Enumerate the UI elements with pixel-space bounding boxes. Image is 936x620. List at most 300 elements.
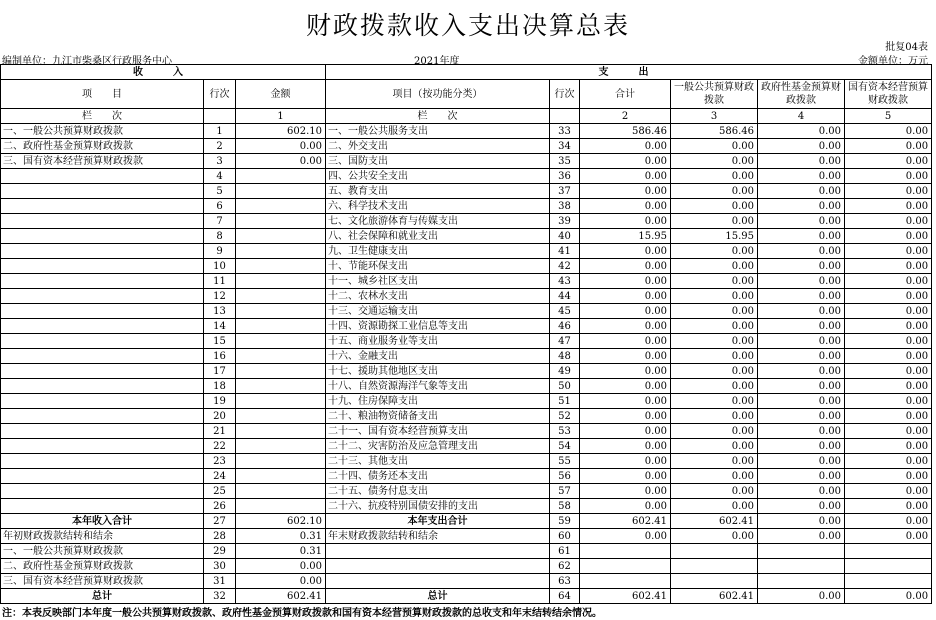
- income-item: [1, 499, 204, 514]
- income-item: [1, 409, 204, 424]
- expense-soe: 0.00: [845, 184, 932, 199]
- expense-total: 0.00: [580, 259, 671, 274]
- income-row-no: 11: [204, 274, 236, 289]
- expense-general: 0.00: [671, 154, 758, 169]
- expense-fund: [758, 544, 845, 559]
- expense-total: 0.00: [580, 454, 671, 469]
- expense-item: 二十、粮油物资储备支出: [326, 409, 550, 424]
- income-amount: [236, 319, 326, 334]
- expense-fund: 0.00: [758, 589, 845, 604]
- expense-fund: 0.00: [758, 409, 845, 424]
- expense-general: 602.41: [671, 589, 758, 604]
- income-row-no: 31: [204, 574, 236, 589]
- income-amount: 0.00: [236, 154, 326, 169]
- row-no2-header: 行次: [550, 80, 580, 109]
- income-row-no: 13: [204, 304, 236, 319]
- income-amount: [236, 199, 326, 214]
- soe-header: 国有资本经营预算财政拨款: [845, 80, 932, 109]
- expense-general: 0.00: [671, 484, 758, 499]
- income-amount: [236, 424, 326, 439]
- expense-general: 0.00: [671, 349, 758, 364]
- expense-row-no: 42: [550, 259, 580, 274]
- col-label-right: 栏 次: [326, 109, 550, 124]
- expense-general: 0.00: [671, 439, 758, 454]
- expense-fund: 0.00: [758, 199, 845, 214]
- table-row: [1, 454, 932, 469]
- col-1: 1: [236, 109, 326, 124]
- table-row: [1, 484, 932, 499]
- expense-fund: 0.00: [758, 184, 845, 199]
- income-row-no: 2: [204, 139, 236, 154]
- expense-fund: 0.00: [758, 274, 845, 289]
- expense-fund: 0.00: [758, 499, 845, 514]
- expense-total: 602.41: [580, 514, 671, 529]
- expense-total: 0.00: [580, 154, 671, 169]
- expense-row-no: 38: [550, 199, 580, 214]
- income-row-no: 1: [204, 124, 236, 139]
- expense-soe: 0.00: [845, 589, 932, 604]
- income-item: [1, 184, 204, 199]
- expense-total: 0.00: [580, 184, 671, 199]
- expense-row-no: 41: [550, 244, 580, 259]
- expense-row-no: 59: [550, 514, 580, 529]
- table-row: [1, 499, 932, 514]
- expense-row-no: 33: [550, 124, 580, 139]
- total-header: 合计: [580, 80, 671, 109]
- expense-soe: [845, 574, 932, 589]
- expense-row-no: 40: [550, 229, 580, 244]
- expense-total: 0.00: [580, 139, 671, 154]
- expense-fund: 0.00: [758, 349, 845, 364]
- income-item: [1, 274, 204, 289]
- row-no-header: 行次: [204, 80, 236, 109]
- table-row: [1, 319, 932, 334]
- expense-general: 0.00: [671, 334, 758, 349]
- income-amount: 0.31: [236, 529, 326, 544]
- income-row-no: 5: [204, 184, 236, 199]
- expense-fund: 0.00: [758, 214, 845, 229]
- income-row-no: 8: [204, 229, 236, 244]
- footnote: 注：本表反映部门本年度一般公共预算财政拨款、政府性基金预算财政拨款和国有资本经营预算财政拨款的总收支和年末结转结余情况。: [2, 608, 602, 619]
- expense-general: 0.00: [671, 529, 758, 544]
- income-row-no: 24: [204, 469, 236, 484]
- expense-total: 0.00: [580, 424, 671, 439]
- expense-total: [580, 559, 671, 574]
- income-amount: [236, 439, 326, 454]
- expense-general: 0.00: [671, 214, 758, 229]
- expense-total: 15.95: [580, 229, 671, 244]
- col-label-left: 栏 次: [1, 109, 204, 124]
- income-amount: [236, 349, 326, 364]
- expense-row-no: 37: [550, 184, 580, 199]
- income-row-no: 19: [204, 394, 236, 409]
- expense-soe: 0.00: [845, 259, 932, 274]
- expense-soe: 0.00: [845, 439, 932, 454]
- expense-item: 九、卫生健康支出: [326, 244, 550, 259]
- table-row: [1, 514, 932, 529]
- col-2: 2: [580, 109, 671, 124]
- income-item: [1, 484, 204, 499]
- income-amount: [236, 244, 326, 259]
- table-row: [1, 184, 932, 199]
- table-row: [1, 289, 932, 304]
- expense-soe: [845, 544, 932, 559]
- expense-general: 0.00: [671, 469, 758, 484]
- table-row: [1, 424, 932, 439]
- expense-total: 0.00: [580, 469, 671, 484]
- expense-fund: 0.00: [758, 319, 845, 334]
- expense-row-no: 36: [550, 169, 580, 184]
- expense-item: 十九、住房保障支出: [326, 394, 550, 409]
- expense-general: 0.00: [671, 139, 758, 154]
- income-amount: [236, 229, 326, 244]
- table-row: [1, 529, 932, 544]
- income-row-no: 4: [204, 169, 236, 184]
- item-header: 项 目: [1, 80, 204, 109]
- income-item: [1, 454, 204, 469]
- expense-soe: 0.00: [845, 124, 932, 139]
- expense-general: 0.00: [671, 259, 758, 274]
- expense-total: [580, 574, 671, 589]
- income-amount: 602.10: [236, 124, 326, 139]
- expense-total: 0.00: [580, 274, 671, 289]
- income-amount: 602.10: [236, 514, 326, 529]
- expense-fund: 0.00: [758, 469, 845, 484]
- expense-row-no: 52: [550, 409, 580, 424]
- income-amount: 0.31: [236, 544, 326, 559]
- expense-fund: 0.00: [758, 364, 845, 379]
- expense-header: 支 出: [326, 65, 932, 80]
- expense-row-no: 49: [550, 364, 580, 379]
- expense-general: 0.00: [671, 289, 758, 304]
- expense-general: 0.00: [671, 169, 758, 184]
- expense-total: 0.00: [580, 244, 671, 259]
- year-label: 2021年度: [414, 56, 460, 67]
- expense-row-no: 48: [550, 349, 580, 364]
- income-item: [1, 319, 204, 334]
- expense-item: 年末财政拨款结转和结余: [326, 529, 550, 544]
- expense-total: 0.00: [580, 349, 671, 364]
- table-row: [1, 154, 932, 169]
- expense-total: 0.00: [580, 289, 671, 304]
- expense-fund: 0.00: [758, 379, 845, 394]
- expense-soe: 0.00: [845, 139, 932, 154]
- income-amount: [236, 469, 326, 484]
- expense-row-no: 61: [550, 544, 580, 559]
- expense-soe: 0.00: [845, 469, 932, 484]
- table-row: [1, 139, 932, 154]
- col-blank: [550, 109, 580, 124]
- expense-item: 十三、交通运输支出: [326, 304, 550, 319]
- expense-soe: 0.00: [845, 349, 932, 364]
- income-item: [1, 424, 204, 439]
- expense-item: 八、社会保障和就业支出: [326, 229, 550, 244]
- table-row: [1, 199, 932, 214]
- expense-general: 0.00: [671, 454, 758, 469]
- income-row-no: 9: [204, 244, 236, 259]
- expense-item: 六、科学技术支出: [326, 199, 550, 214]
- expense-fund: 0.00: [758, 169, 845, 184]
- income-item: [1, 169, 204, 184]
- income-amount: [236, 499, 326, 514]
- expense-item: 五、教育支出: [326, 184, 550, 199]
- expense-total: 586.46: [580, 124, 671, 139]
- expense-general: 0.00: [671, 244, 758, 259]
- expense-item: [326, 574, 550, 589]
- income-item: [1, 259, 204, 274]
- expense-fund: 0.00: [758, 439, 845, 454]
- expense-fund: 0.00: [758, 424, 845, 439]
- income-item: 一、一般公共预算财政拨款: [1, 544, 204, 559]
- table-row: [1, 439, 932, 454]
- expense-soe: 0.00: [845, 364, 932, 379]
- expense-fund: 0.00: [758, 334, 845, 349]
- expense-soe: 0.00: [845, 154, 932, 169]
- expense-total: 0.00: [580, 304, 671, 319]
- expense-general: 0.00: [671, 364, 758, 379]
- expense-fund: 0.00: [758, 244, 845, 259]
- expense-soe: 0.00: [845, 394, 932, 409]
- col-4: 4: [758, 109, 845, 124]
- income-amount: [236, 364, 326, 379]
- expense-item: 二十五、债务付息支出: [326, 484, 550, 499]
- expense-soe: 0.00: [845, 229, 932, 244]
- expense-item: 本年支出合计: [326, 514, 550, 529]
- table-row: [1, 589, 932, 604]
- income-row-no: 29: [204, 544, 236, 559]
- expense-soe: 0.00: [845, 274, 932, 289]
- income-item: 本年收入合计: [1, 514, 204, 529]
- income-amount: 0.00: [236, 559, 326, 574]
- expense-row-no: 56: [550, 469, 580, 484]
- income-item: [1, 379, 204, 394]
- expense-fund: 0.00: [758, 229, 845, 244]
- expense-row-no: 62: [550, 559, 580, 574]
- table-row: [1, 469, 932, 484]
- income-amount: [236, 379, 326, 394]
- expense-row-no: 50: [550, 379, 580, 394]
- income-item: [1, 214, 204, 229]
- expense-total: 0.00: [580, 199, 671, 214]
- expense-fund: 0.00: [758, 289, 845, 304]
- income-amount: 0.00: [236, 139, 326, 154]
- expense-item: 二十二、灾害防治及应急管理支出: [326, 439, 550, 454]
- expense-item: 一、一般公共服务支出: [326, 124, 550, 139]
- col-5: 5: [845, 109, 932, 124]
- expense-item: 二十一、国有资本经营预算支出: [326, 424, 550, 439]
- expense-item: 十八、自然资源海洋气象等支出: [326, 379, 550, 394]
- income-row-no: 32: [204, 589, 236, 604]
- expense-soe: 0.00: [845, 379, 932, 394]
- expense-item: 十一、城乡社区支出: [326, 274, 550, 289]
- income-item: [1, 244, 204, 259]
- income-amount: [236, 184, 326, 199]
- expense-soe: 0.00: [845, 514, 932, 529]
- table-row: [1, 574, 932, 589]
- table-row: [1, 349, 932, 364]
- expense-fund: 0.00: [758, 154, 845, 169]
- expense-fund: 0.00: [758, 304, 845, 319]
- income-item: 年初财政拨款结转和结余: [1, 529, 204, 544]
- expense-general: 0.00: [671, 184, 758, 199]
- expense-total: [580, 544, 671, 559]
- col-3: 3: [671, 109, 758, 124]
- expense-general: 602.41: [671, 514, 758, 529]
- expense-general: 0.00: [671, 319, 758, 334]
- income-row-no: 12: [204, 289, 236, 304]
- income-amount: [236, 409, 326, 424]
- income-item: 一、一般公共预算财政拨款: [1, 124, 204, 139]
- income-row-no: 17: [204, 364, 236, 379]
- income-item: [1, 364, 204, 379]
- expense-item: 十四、资源勘探工业信息等支出: [326, 319, 550, 334]
- expense-row-no: 54: [550, 439, 580, 454]
- income-row-no: 27: [204, 514, 236, 529]
- expense-total: 0.00: [580, 319, 671, 334]
- table-row: [1, 379, 932, 394]
- expense-general: 15.95: [671, 229, 758, 244]
- table-row: [1, 559, 932, 574]
- expense-general: 0.00: [671, 424, 758, 439]
- income-row-no: 6: [204, 199, 236, 214]
- expense-row-no: 47: [550, 334, 580, 349]
- table-row: [1, 259, 932, 274]
- general-header: 一般公共预算财政拨款: [671, 80, 758, 109]
- expense-soe: 0.00: [845, 499, 932, 514]
- expense-general: 0.00: [671, 274, 758, 289]
- expense-row-no: 44: [550, 289, 580, 304]
- table-row: [1, 124, 932, 139]
- income-amount: [236, 214, 326, 229]
- expense-fund: 0.00: [758, 454, 845, 469]
- table-row: [1, 394, 932, 409]
- expense-item: 四、公共安全支出: [326, 169, 550, 184]
- table-row: [1, 169, 932, 184]
- income-item: [1, 199, 204, 214]
- expense-fund: 0.00: [758, 394, 845, 409]
- expense-fund: [758, 559, 845, 574]
- income-amount: [236, 454, 326, 469]
- income-item: [1, 394, 204, 409]
- expense-row-no: 58: [550, 499, 580, 514]
- expense-fund: 0.00: [758, 259, 845, 274]
- fund-header: 政府性基金预算财政拨款: [758, 80, 845, 109]
- income-amount: [236, 274, 326, 289]
- table-row: [1, 334, 932, 349]
- finance-table: [0, 64, 932, 604]
- income-row-no: 3: [204, 154, 236, 169]
- expense-total: 0.00: [580, 394, 671, 409]
- income-row-no: 25: [204, 484, 236, 499]
- expense-total: 0.00: [580, 169, 671, 184]
- expense-soe: 0.00: [845, 199, 932, 214]
- expense-soe: [845, 559, 932, 574]
- expense-item: [326, 559, 550, 574]
- expense-total: 0.00: [580, 499, 671, 514]
- expense-row-no: 63: [550, 574, 580, 589]
- expense-soe: 0.00: [845, 409, 932, 424]
- table-row: [1, 244, 932, 259]
- expense-item: 十六、金融支出: [326, 349, 550, 364]
- expense-row-no: 39: [550, 214, 580, 229]
- expense-soe: 0.00: [845, 484, 932, 499]
- income-item: 总计: [1, 589, 204, 604]
- expense-fund: 0.00: [758, 139, 845, 154]
- expense-fund: 0.00: [758, 484, 845, 499]
- income-row-no: 14: [204, 319, 236, 334]
- income-amount: [236, 394, 326, 409]
- income-header: 收 入: [1, 65, 326, 80]
- expense-general: 0.00: [671, 394, 758, 409]
- expense-total: 0.00: [580, 214, 671, 229]
- expense-soe: 0.00: [845, 454, 932, 469]
- expense-soe: 0.00: [845, 424, 932, 439]
- expense-total: 0.00: [580, 379, 671, 394]
- unit-label: 金额单位：万元: [858, 56, 928, 67]
- expense-row-no: 46: [550, 319, 580, 334]
- expense-row-no: 43: [550, 274, 580, 289]
- income-row-no: 15: [204, 334, 236, 349]
- income-row-no: 23: [204, 454, 236, 469]
- expense-row-no: 35: [550, 154, 580, 169]
- col-blank: [204, 109, 236, 124]
- expense-soe: 0.00: [845, 214, 932, 229]
- expense-general: 0.00: [671, 379, 758, 394]
- expense-general: [671, 544, 758, 559]
- table-row: [1, 304, 932, 319]
- expense-general: 0.00: [671, 499, 758, 514]
- expense-total: 0.00: [580, 364, 671, 379]
- expense-item: 二十三、其他支出: [326, 454, 550, 469]
- expense-soe: 0.00: [845, 529, 932, 544]
- expense-row-no: 45: [550, 304, 580, 319]
- expense-total: 0.00: [580, 409, 671, 424]
- expense-item: 七、文化旅游体育与传媒支出: [326, 214, 550, 229]
- income-amount: [236, 484, 326, 499]
- expense-total: 0.00: [580, 439, 671, 454]
- income-item: [1, 289, 204, 304]
- table-row: [1, 364, 932, 379]
- expense-item: 三、国防支出: [326, 154, 550, 169]
- func-item-header: 项目（按功能分类）: [326, 80, 550, 109]
- income-row-no: 26: [204, 499, 236, 514]
- expense-row-no: 34: [550, 139, 580, 154]
- income-item: 三、国有资本经营预算财政拨款: [1, 574, 204, 589]
- expense-total: 602.41: [580, 589, 671, 604]
- expense-soe: 0.00: [845, 304, 932, 319]
- income-row-no: 16: [204, 349, 236, 364]
- amount-header: 金额: [236, 80, 326, 109]
- income-row-no: 20: [204, 409, 236, 424]
- expense-row-no: 64: [550, 589, 580, 604]
- expense-item: 二、外交支出: [326, 139, 550, 154]
- expense-fund: 0.00: [758, 124, 845, 139]
- expense-fund: 0.00: [758, 514, 845, 529]
- expense-item: 十七、援助其他地区支出: [326, 364, 550, 379]
- form-code: 批复04表: [885, 42, 928, 53]
- table-row: [1, 229, 932, 244]
- income-item: [1, 304, 204, 319]
- income-amount: [236, 169, 326, 184]
- org-label: 编制单位：九江市柴桑区行政服务中心: [2, 56, 172, 67]
- expense-general: 0.00: [671, 409, 758, 424]
- table-row: [1, 274, 932, 289]
- income-row-no: 21: [204, 424, 236, 439]
- expense-item: 十二、农林水支出: [326, 289, 550, 304]
- income-row-no: 30: [204, 559, 236, 574]
- income-item: [1, 229, 204, 244]
- expense-general: 0.00: [671, 304, 758, 319]
